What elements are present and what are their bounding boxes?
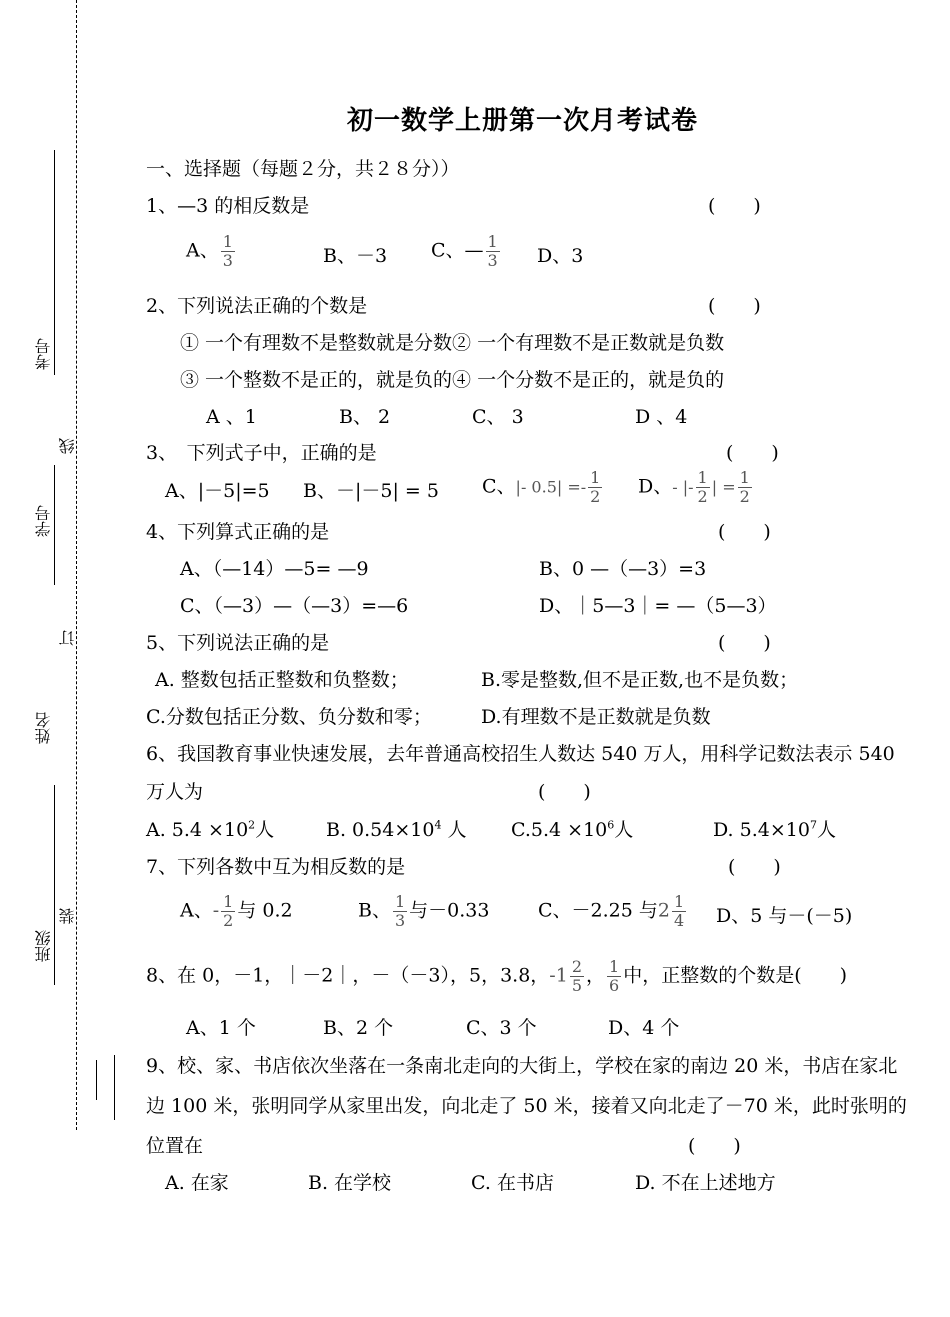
q7-answer-paren: ( ) (728, 856, 781, 878)
binding-field-line-2 (54, 465, 55, 585)
q6-option-d: D. $5.4\times 10^7$人 (713, 818, 836, 841)
q2-statement-1: ① 一个有理数不是整数就是分数② 一个有理数不是正数就是负数 (180, 332, 725, 354)
q8-option-b: B、2 个 (323, 1017, 394, 1039)
field-exam-number: 考号 (34, 338, 53, 370)
q4-option-d: D、｜5—3｜= —（5—3） (539, 595, 777, 617)
q8-option-a: A、1 个 (186, 1017, 256, 1039)
q1-option-d: D、3 (537, 245, 584, 267)
q1-option-b: B、－3 (323, 245, 388, 267)
q9-option-d: D. 不在上述地方 (635, 1172, 776, 1194)
q2-option-b: B、 2 (339, 406, 391, 428)
q2-statement-2: ③ 一个整数不是正的，就是负的④ 一个分数不是正的，就是负的 (180, 369, 725, 391)
q9-option-c: C. 在书店 (471, 1172, 554, 1194)
q4-option-c: C、（—3）—（—3）=—6 (180, 595, 409, 617)
q5-option-c: C.分数包括正分数、负分数和零； (146, 706, 432, 728)
q5-option-b: B.零是整数,但不是正数,也不是负数； (481, 669, 799, 691)
q9-option-b: B. 在学校 (308, 1172, 392, 1194)
binding-field-line-1 (54, 150, 55, 375)
section-heading: 一、选择题（每题２分，共２８分）） (146, 158, 460, 180)
q5-option-d: D.有理数不是正数就是负数 (481, 706, 711, 728)
q9-stem-line-3: 位置在 (146, 1135, 204, 1157)
q9-stem-line-2: 边 100 米，张明同学从家里出发，向北走了 50 米，接着又向北走了－70 米，此时张明的 (146, 1095, 907, 1117)
q7-option-a: A、- $\frac{1}{2}$ 与 0.2 (180, 892, 293, 930)
q6-option-a: A. $5.4 \times 10^2$人 (146, 818, 275, 841)
q4-option-a: A、（—14）—5= —9 (180, 558, 369, 580)
mark-staple: 装 (58, 908, 77, 924)
q9-option-a: A. 在家 (165, 1172, 229, 1194)
binding-field-line-3 (54, 785, 55, 985)
margin-bar-1 (96, 1060, 97, 1100)
q5-answer-paren: ( ) (718, 632, 771, 654)
q9-answer-paren: ( ) (688, 1135, 741, 1157)
q5-option-a: A. 整数包括正整数和负整数； (155, 669, 409, 691)
q3-answer-paren: ( ) (726, 442, 779, 464)
field-name: 姓名 (34, 712, 53, 744)
q2-option-a: A 、1 (206, 406, 257, 428)
q1-option-c: C、— $\frac{1}{3}$ (431, 232, 498, 270)
q7-option-b: B、 $\frac{1}{3}$ 与－0.33 (358, 892, 490, 930)
q7-option-c: C、－2.25 与2 $\frac{1}{4}$ (538, 892, 685, 930)
q2-stem: 2、下列说法正确的个数是 (146, 295, 368, 317)
q7-stem: 7、下列各数中互为相反数的是 (146, 856, 406, 878)
q8-stem: 8、在 0，－1，｜－2｜，－（－3），5，3.8，-1 $\frac{2}{5}$ ， $\frac{1}{6}$ 中，正整数的个数是( ) (146, 957, 848, 995)
q2-answer-paren: ( ) (708, 295, 761, 317)
q2-option-d: D 、4 (635, 406, 688, 428)
q4-answer-paren: ( ) (718, 521, 771, 543)
q2-option-c: C、 3 (472, 406, 524, 428)
q6-stem-line-2: 万人为 (146, 781, 204, 803)
q4-stem: 4、下列算式正确的是 (146, 521, 330, 543)
margin-bar-2 (114, 1055, 115, 1120)
q6-option-b: B. $0.54\times 10^4$ 人 (326, 818, 467, 841)
q1-answer-paren: ( ) (708, 195, 761, 217)
q9-stem-line-1: 9、校、家、书店依次坐落在一条南北走向的大街上，学校在家的南边 20 米，书店在家北 (146, 1055, 898, 1077)
mark-bind: 订 (58, 630, 77, 646)
q7-option-d: D、5 与－(－5) (716, 905, 853, 927)
q3-option-b: B、－|－5| = 5 (303, 480, 439, 502)
q4-option-b: B、0 —（—3）=3 (539, 558, 707, 580)
q3-stem: 3、 下列式子中，正确的是 (146, 442, 377, 464)
binding-dashed-line (76, 0, 77, 1130)
q1-stem: 1、—3 的相反数是 (146, 195, 310, 217)
field-class: 班级 (34, 930, 53, 962)
q3-option-c: C、|- 0.5| =- $\frac{1}{2}$ (482, 468, 601, 506)
q6-option-c: $C.5.4 \times 10^6$人 (511, 818, 634, 841)
q8-option-d: D、4 个 (608, 1017, 680, 1039)
q3-option-a: A、|－5|=5 (165, 480, 270, 502)
mark-line: 线 (58, 438, 77, 454)
field-student-number: 学号 (34, 505, 53, 537)
q3-option-d: D、- |- $\frac{1}{2}$ | = $\frac{1}{2}$ (638, 468, 750, 506)
q6-stem-line-1: 6、我国教育事业快速发展，去年普通高校招生人数达 540 万人，用科学记数法表示 540 (146, 743, 895, 765)
q6-answer-paren: ( ) (538, 781, 591, 803)
q8-option-c: C、3 个 (466, 1017, 537, 1039)
page-title: 初一数学上册第一次月考试卷 (347, 106, 699, 136)
q1-option-a: A、 $\frac{1}{3}$ (186, 232, 233, 270)
q5-stem: 5、下列说法正确的是 (146, 632, 330, 654)
